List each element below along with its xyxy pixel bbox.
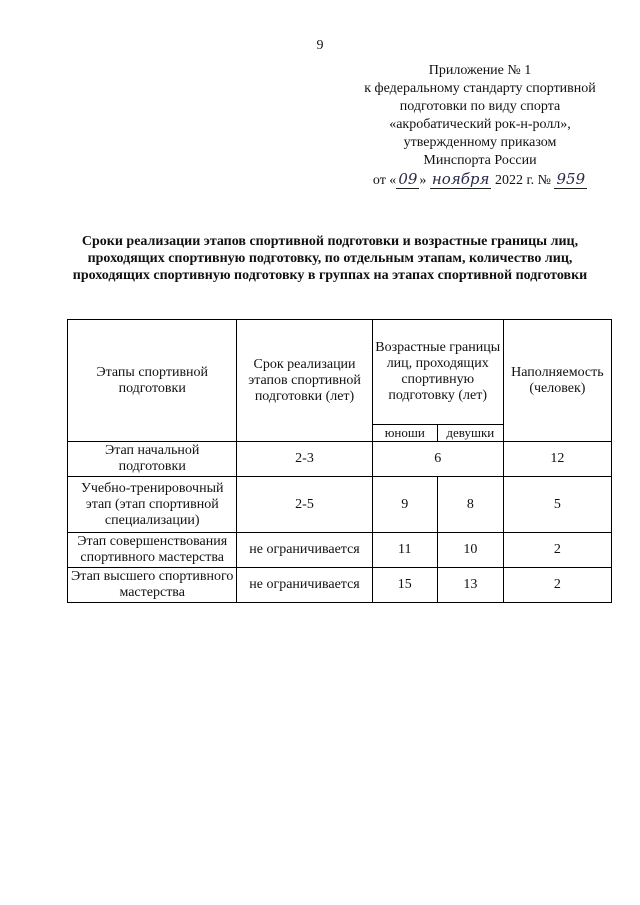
document-title: Сроки реализации этапов спортивной подготовки и возрастные границы лиц, проходящих спортивную подготовку, по отдельным этапам, количество лиц, проходящих спортивную подготовку в группах на этапах спортивной подготовки <box>72 234 588 283</box>
cell-girls: 8 <box>437 477 503 533</box>
handwritten-order-number: 959 <box>556 170 586 188</box>
handwritten-day: 09 <box>398 170 418 188</box>
header-age-limits: Возрастные границы лиц, проходящих спортивную подготовку (лет) <box>372 320 503 425</box>
cell-duration: не ограничивается <box>237 568 372 603</box>
page-number: 9 <box>316 38 324 53</box>
year-text: 2022 г. № <box>494 173 551 188</box>
cell-occupancy: 2 <box>503 533 611 568</box>
table-row <box>68 568 612 603</box>
appendix-line-1: Приложение № 1 <box>428 63 532 78</box>
table-row <box>68 477 612 533</box>
header-stages: Этапы спортивной подготовки <box>68 320 237 442</box>
appendix-line-5: утвержденному приказом <box>403 135 557 150</box>
cell-stage: Учебно-тренировочный этап (этап спортивной специализации) <box>68 477 237 533</box>
header-occupancy: Наполняемость (человек) <box>503 320 611 442</box>
cell-occupancy: 2 <box>503 568 611 603</box>
table-header-row <box>68 320 612 425</box>
table-row <box>68 442 612 477</box>
handwritten-month: ноября <box>431 170 490 188</box>
appendix-line-6: Минспорта России <box>423 153 537 168</box>
cell-stage: Этап начальной подготовки <box>68 442 237 477</box>
appendix-line-2: к федеральному стандарту спортивной <box>364 81 596 96</box>
cell-boys: 15 <box>372 568 437 603</box>
cell-boys: 9 <box>372 477 437 533</box>
cell-stage: Этап совершенствования спортивного мастерства <box>68 533 237 568</box>
date-prefix: от « <box>372 173 397 188</box>
cell-age: 6 <box>372 442 503 477</box>
cell-duration: 2-5 <box>237 477 372 533</box>
header-boys: юноши <box>372 425 437 442</box>
appendix-header <box>330 62 630 190</box>
cell-girls: 13 <box>437 568 503 603</box>
appendix-line-3: подготовки по виду спорта <box>399 99 561 114</box>
cell-girls: 10 <box>437 533 503 568</box>
stages-table <box>67 319 612 603</box>
date-mid: » <box>419 173 427 188</box>
table-row <box>68 533 612 568</box>
cell-duration: 2-3 <box>237 442 372 477</box>
header-duration: Срок реализации этапов спортивной подготовки (лет) <box>237 320 372 442</box>
header-girls: девушки <box>437 425 503 442</box>
appendix-line-4: «акробатический рок-н-ролл», <box>389 117 571 132</box>
order-date-line <box>330 170 630 190</box>
cell-occupancy: 5 <box>503 477 611 533</box>
cell-boys: 11 <box>372 533 437 568</box>
cell-occupancy: 12 <box>503 442 611 477</box>
cell-stage: Этап высшего спортивного мастерства <box>68 568 237 603</box>
cell-duration: не ограничивается <box>237 533 372 568</box>
